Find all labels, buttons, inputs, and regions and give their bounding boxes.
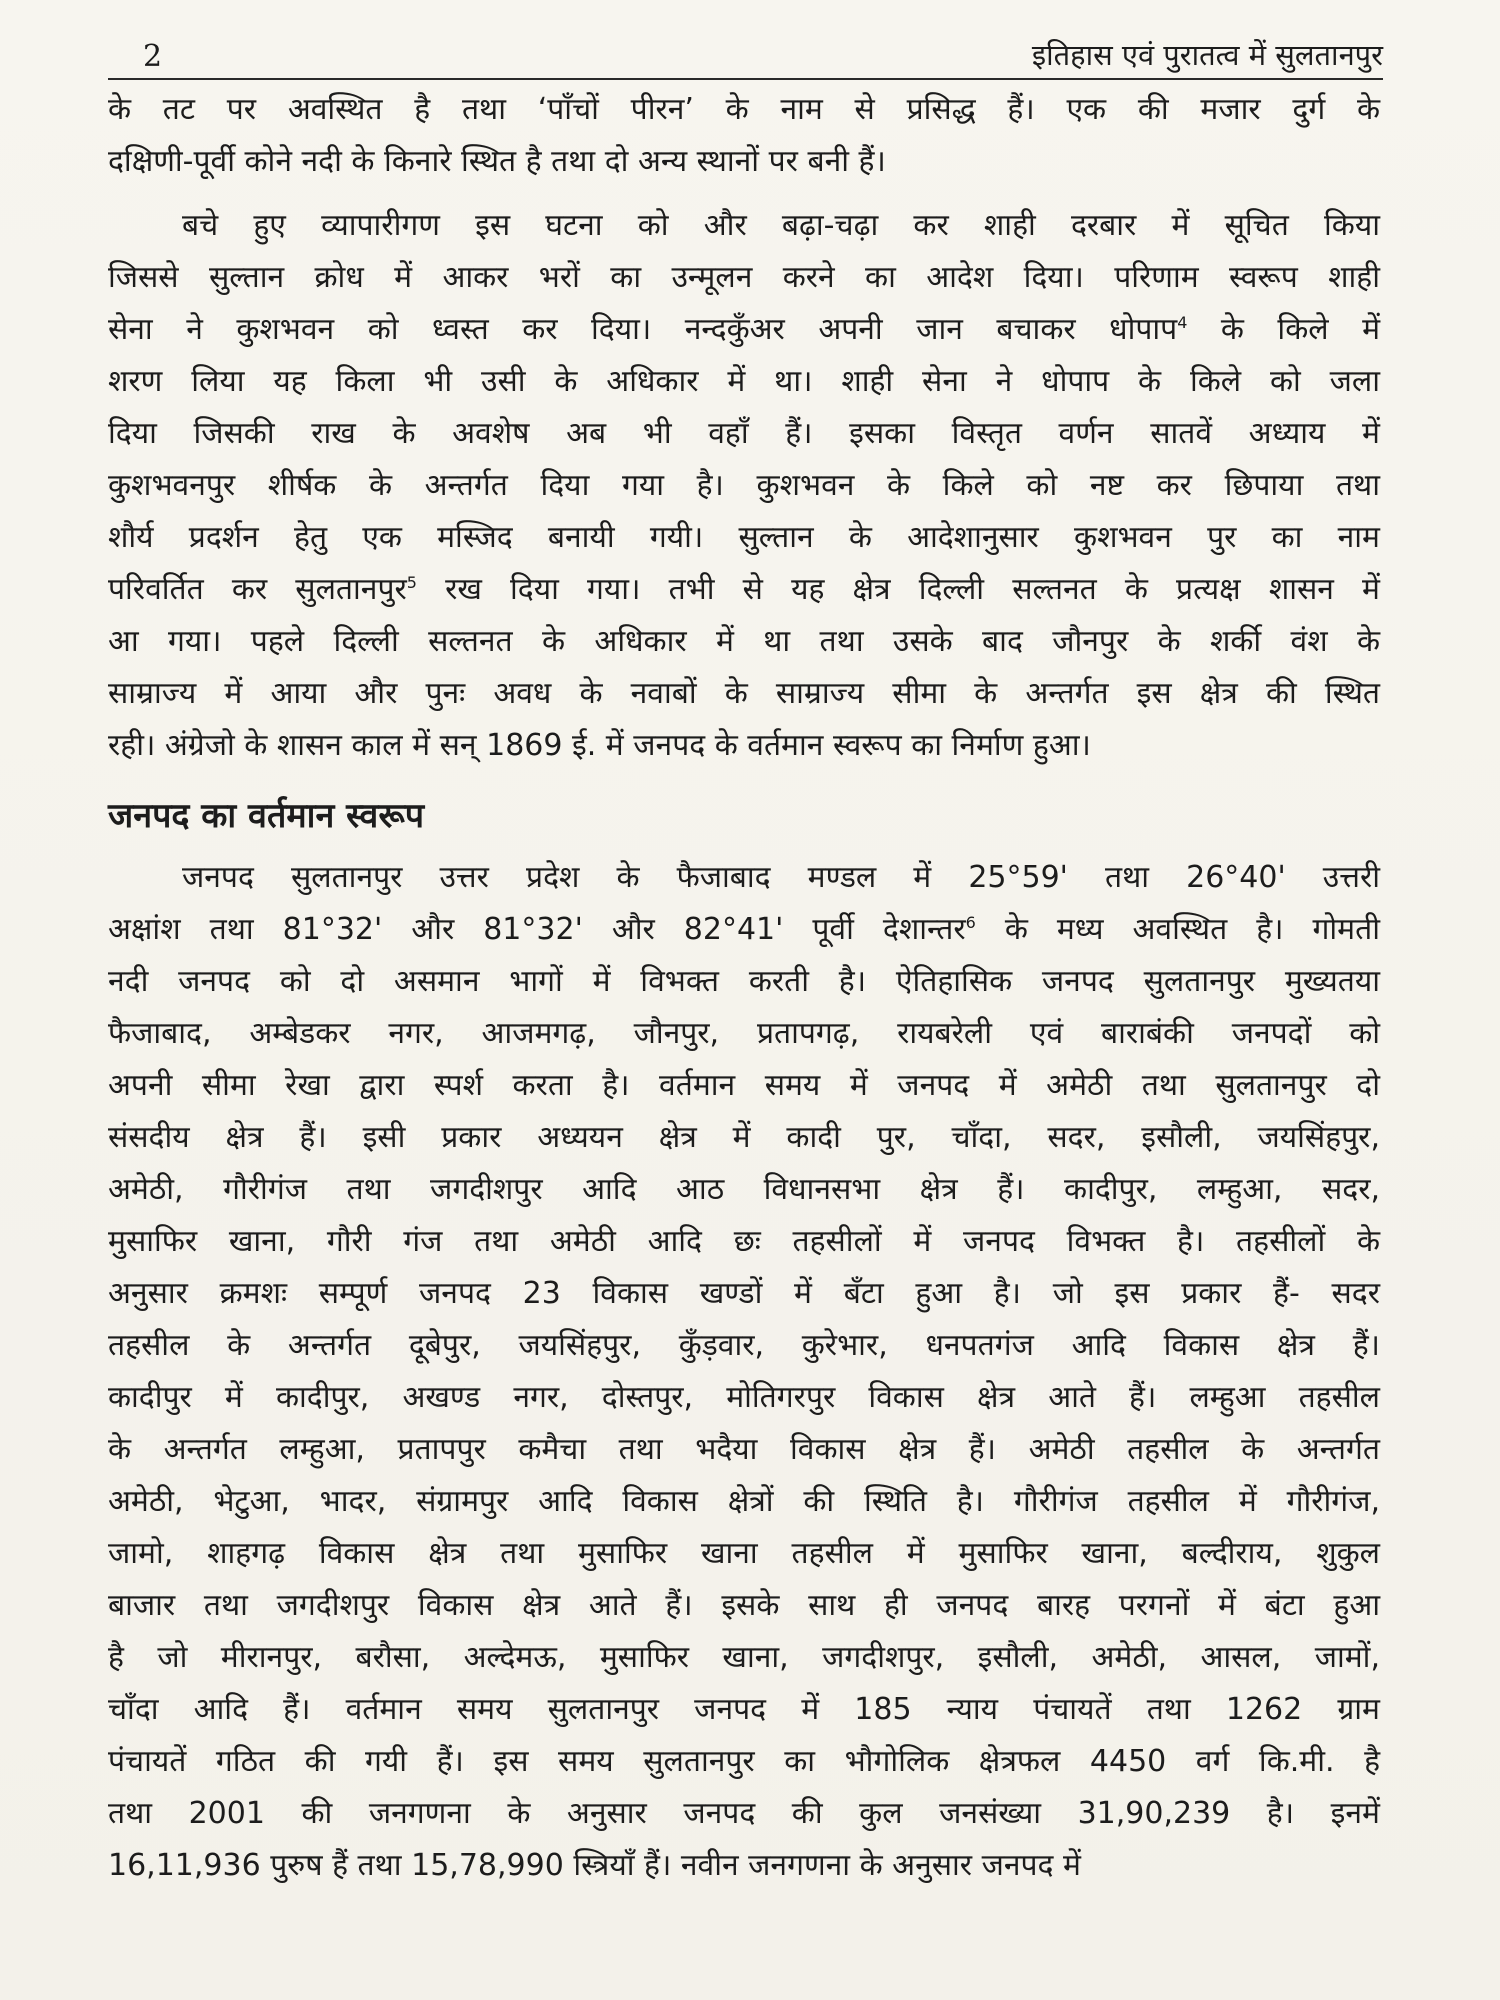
paragraph-district-profile xyxy=(108,852,1380,1892)
text-line: शरण लिया यह किला भी उसी के अधिकार में था। शाही सेना ने धोपाप के किले को जला xyxy=(108,364,1380,399)
text-line: आ गया। पहले दिल्ली सल्तनत के अधिकार में था तथा उसके बाद जौनपुर के शर्की वंश के xyxy=(108,624,1380,659)
text-segment: के किले में xyxy=(1220,312,1381,347)
text-line: जामो, शाहगढ़ विकास क्षेत्र तथा मुसाफिर खाना तहसील में मुसाफिर खाना, बल्दीराय, शुकुल xyxy=(108,1536,1380,1571)
text-line: तथा 2001 की जनगणना के अनुसार जनपद की कुल जनसंख्या 31,90,239 है। इनमें xyxy=(108,1796,1380,1831)
footnote-marker: 4 xyxy=(1177,313,1188,332)
paragraph-history xyxy=(108,200,1380,772)
text-line: नदी जनपद को दो असमान भागों में विभक्त करती है। ऐतिहासिक जनपद सुलतानपुर मुख्यतया xyxy=(108,964,1380,999)
text-line: दिया जिसकी राख के अवशेष अब भी वहाँ हैं। इसका विस्तृत वर्णन सातवें अध्याय में xyxy=(108,416,1380,451)
text-line: 16,11,936 पुरुष हैं तथा 15,78,990 स्त्रियाँ हैं। नवीन जनगणना के अनुसार जनपद में xyxy=(108,1848,1081,1883)
text-line: के तट पर अवस्थित है तथा ‘पाँचों पीरन’ के नाम से प्रसिद्ध हैं। एक की मजार दुर्ग के xyxy=(108,92,1380,127)
text-line: जनपद सुलतानपुर उत्तर प्रदेश के फैजाबाद मण्डल में 25°59' तथा 26°40' उत्तरी xyxy=(182,860,1380,895)
footnote-marker: 5 xyxy=(406,573,417,592)
running-title: इतिहास एवं पुरातत्व में सुलतानपुर xyxy=(1031,38,1383,72)
text-line: के अन्तर्गत लम्हुआ, प्रतापपुर कमैचा तथा भदैया विकास क्षेत्र हैं। अमेठी तहसील के अन्तर्गत xyxy=(108,1432,1380,1467)
text-line-with-footnote xyxy=(108,572,1380,607)
text-line: मुसाफिर खाना, गौरी गंज तथा अमेठी आदि छः तहसीलों में जनपद विभक्त है। तहसीलों के xyxy=(108,1224,1380,1259)
text-line: जिससे सुल्तान क्रोध में आकर भरों का उन्मूलन करने का आदेश दिया। परिणाम स्वरूप शाही xyxy=(108,260,1380,295)
text-line: शौर्य प्रदर्शन हेतु एक मस्जिद बनायी गयी। सुल्तान के आदेशानुसार कुशभवन पुर का नाम xyxy=(108,520,1380,555)
body-text xyxy=(108,84,1380,1892)
text-segment: सेना ने कुशभवन को ध्वस्त कर दिया। नन्दकुँअर अपनी जान बचाकर धोपाप xyxy=(108,312,1178,347)
text-segment: रख दिया गया। तभी से यह क्षेत्र दिल्ली सल्तनत के प्रत्यक्ष शासन में xyxy=(445,572,1380,607)
text-line: है जो मीरानपुर, बरौसा, अल्देमऊ, मुसाफिर खाना, जगदीशपुर, इसौली, अमेठी, आसल, जामों, xyxy=(108,1640,1380,1675)
text-line: संसदीय क्षेत्र हैं। इसी प्रकार अध्ययन क्षेत्र में कादी पुर, चाँदा, सदर, इसौली, जयसिंहपुर, xyxy=(108,1120,1380,1155)
text-line: अनुसार क्रमशः सम्पूर्ण जनपद 23 विकास खण्डों में बँटा हुआ है। जो इस प्रकार हैं- सदर xyxy=(108,1276,1380,1311)
text-segment: अक्षांश तथा 81°32' और 81°32' और 82°41' पूर्वी देशान्तर xyxy=(108,912,966,947)
text-line-with-footnote xyxy=(108,312,1380,347)
text-line: बचे हुए व्यापारीगण इस घटना को और बढ़ा-चढ़ा कर शाही दरबार में सूचित किया xyxy=(182,208,1380,243)
text-line: पंचायतें गठित की गयी हैं। इस समय सुलतानपुर का भौगोलिक क्षेत्रफल 4450 वर्ग कि.मी. है xyxy=(108,1744,1380,1779)
text-line: कादीपुर में कादीपुर, अखण्ड नगर, दोस्तपुर, मोतिगरपुर विकास क्षेत्र आते हैं। लम्हुआ तहसील xyxy=(108,1380,1380,1415)
text-line: फैजाबाद, अम्बेडकर नगर, आजमगढ़, जौनपुर, प्रतापगढ़, रायबरेली एवं बाराबंकी जनपदों को xyxy=(108,1016,1380,1051)
text-line: तहसील के अन्तर्गत दूबेपुर, जयसिंहपुर, कुँड़वार, कुरेभार, धनपतगंज आदि विकास क्षेत्र हैं। xyxy=(108,1328,1380,1363)
text-segment: परिवर्तित कर सुलतानपुर xyxy=(108,572,407,607)
page-number: 2 xyxy=(143,39,163,74)
text-line: अमेठी, भेटुआ, भादर, संग्रामपुर आदि विकास क्षेत्रों की स्थिति है। गौरीगंज तहसील में गौरीगंज, xyxy=(108,1484,1380,1519)
text-segment: के मध्य अवस्थित है। गोमती xyxy=(1004,912,1380,947)
header-rule xyxy=(108,78,1383,80)
text-line: साम्राज्य में आया और पुनः अवध के नवाबों के साम्राज्य सीमा के अन्तर्गत इस क्षेत्र की स्थित xyxy=(108,676,1380,711)
text-line: कुशभवनपुर शीर्षक के अन्तर्गत दिया गया है। कुशभवन के किले को नष्ट कर छिपाया तथा xyxy=(108,468,1380,503)
paragraph-continuation xyxy=(108,84,1380,188)
section-heading: जनपद का वर्तमान स्वरूप xyxy=(108,796,425,836)
text-line: बाजार तथा जगदीशपुर विकास क्षेत्र आते हैं। इसके साथ ही जनपद बारह परगनों में बंटा हुआ xyxy=(108,1588,1380,1623)
text-line-with-footnote xyxy=(108,912,1380,947)
text-line: अपनी सीमा रेखा द्वारा स्पर्श करता है। वर्तमान समय में जनपद में अमेठी तथा सुलतानपुर दो xyxy=(108,1068,1380,1103)
text-line: अमेठी, गौरीगंज तथा जगदीशपुर आदि आठ विधानसभा क्षेत्र हैं। कादीपुर, लम्हुआ, सदर, xyxy=(108,1172,1380,1207)
footnote-marker: 6 xyxy=(965,913,976,932)
text-line: चाँदा आदि हैं। वर्तमान समय सुलतानपुर जनपद में 185 न्याय पंचायतें तथा 1262 ग्राम xyxy=(108,1692,1380,1727)
text-line: रही। अंग्रेजो के शासन काल में सन् 1869 ई. में जनपद के वर्तमान स्वरूप का निर्माण हुआ। xyxy=(108,728,1091,763)
paragraph-gap xyxy=(108,188,1380,200)
text-line: दक्षिणी-पूर्वी कोने नदी के किनारे स्थित है तथा दो अन्य स्थानों पर बनी हैं। xyxy=(108,144,886,179)
running-head xyxy=(108,30,1383,80)
